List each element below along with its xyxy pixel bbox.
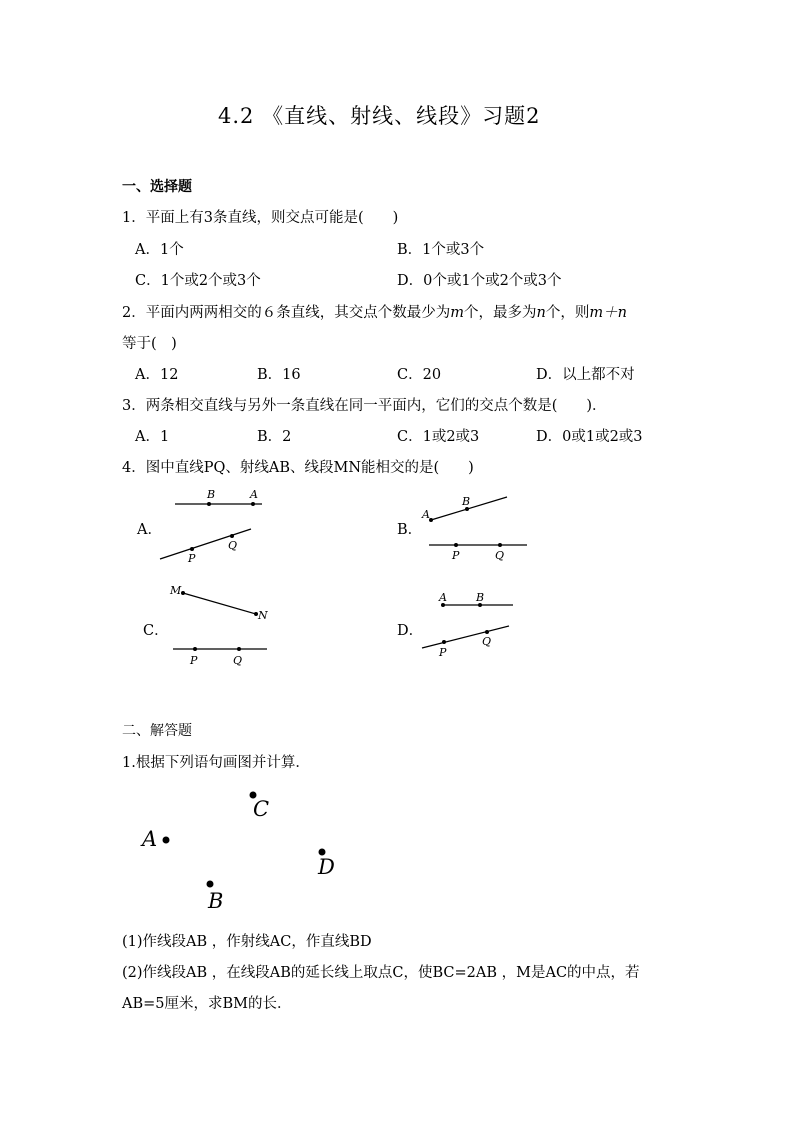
q4-figure-b [415, 488, 535, 568]
question-3-text: 3．两条相交直线与另外一条直线在同一平面内，它们的交点个数是( )． [122, 398, 607, 414]
q4-option-d-label: D． [397, 623, 424, 639]
label-p: P [190, 654, 198, 667]
label-a: A [250, 488, 258, 501]
section-heading-choice: 一、选择题 [122, 179, 192, 195]
point-q [498, 543, 502, 547]
point-a [163, 837, 170, 844]
q2-var-n: n [536, 305, 546, 321]
label-q: Q [482, 635, 492, 648]
label-b: B [208, 889, 224, 913]
solve-part-2-line-1: (2)作线段AB ，在线段AB的延长线上取点C，使BC=2AB ，M是AC的中点，若 [122, 965, 640, 981]
point-a [251, 502, 255, 506]
q3-option-b: B．2 [257, 429, 292, 445]
q3-option-c: C．1或2或3 [397, 429, 480, 445]
label-b: B [476, 591, 485, 604]
q2-var-mn: m＋n [589, 305, 627, 321]
q2-option-d: D．以上都不对 [536, 367, 635, 383]
label-p: P [188, 552, 196, 565]
q4-option-c-label: C． [143, 623, 169, 639]
q4-figure-c [165, 580, 275, 670]
label-m: M [170, 584, 182, 597]
q4-option-a-label: A． [137, 522, 162, 538]
point-q [485, 630, 489, 634]
point-p [190, 547, 194, 551]
label-a: A [422, 508, 430, 521]
point-p [193, 647, 197, 651]
q2-option-a: A．12 [135, 367, 179, 383]
point-m [181, 591, 185, 595]
point-p [454, 543, 458, 547]
question-4-text: 4．图中直线PQ、射线AB、线段MN能相交的是( ) [122, 460, 474, 476]
q1-option-a: A．1个 [135, 242, 184, 258]
q2-option-b: B．16 [257, 367, 301, 383]
q4-option-b-label: B． [397, 522, 423, 538]
label-d: D [318, 855, 335, 879]
question-2-line-1 [122, 301, 627, 322]
solve-figure-points [135, 780, 355, 915]
label-b: B [462, 495, 471, 508]
q2-var-m: m [450, 305, 464, 321]
question-2-line-2: 等于( ) [122, 336, 177, 352]
label-q: Q [233, 654, 243, 667]
solve-part-1: (1)作线段AB ，作射线AC，作直线BD [122, 934, 372, 950]
point-b [207, 502, 211, 506]
point-b [207, 881, 214, 888]
label-q: Q [228, 539, 238, 552]
solve-question-1-text: 1.根据下列语句画图并计算． [122, 755, 310, 771]
page-title: 4.2 《直线、射线、线段》习题2 [218, 104, 541, 128]
point-p [442, 640, 446, 644]
point-q [237, 647, 241, 651]
line-pq [160, 529, 251, 559]
label-p: P [439, 646, 447, 659]
question-1-text: 1．平面上有3条直线，则交点可能是( ) [122, 210, 399, 226]
q1-option-d: D．0个或1个或2个或3个 [397, 273, 562, 289]
q1-option-c: C．1个或2个或3个 [135, 273, 261, 289]
segment-mn [183, 593, 256, 614]
label-p: P [452, 549, 460, 562]
label-c: C [253, 797, 270, 821]
label-a: A [439, 591, 447, 604]
q2-text-a: 2．平面内两两相交的６条直线，其交点个数最少为 [122, 305, 451, 321]
section-heading-answer: 二、解答题 [122, 723, 192, 739]
label-a: A [142, 827, 158, 851]
q2-text-c: 个，则 [545, 305, 590, 321]
point-q [230, 534, 234, 538]
q3-option-d: D．0或1或2或3 [536, 429, 643, 445]
label-q: Q [495, 549, 505, 562]
q2-text-b: 个，最多为 [463, 305, 537, 321]
q3-option-a: A．1 [135, 429, 170, 445]
q4-figure-d [415, 585, 520, 665]
line-pq [422, 626, 509, 648]
q1-option-b: B．1个或3个 [397, 242, 485, 258]
label-n: N [258, 609, 268, 622]
q4-figure-a [155, 485, 265, 565]
solve-part-2-line-2: AB=5厘米，求BM的长． [122, 996, 292, 1012]
q2-option-c: C．20 [397, 367, 442, 383]
label-b: B [207, 488, 216, 501]
